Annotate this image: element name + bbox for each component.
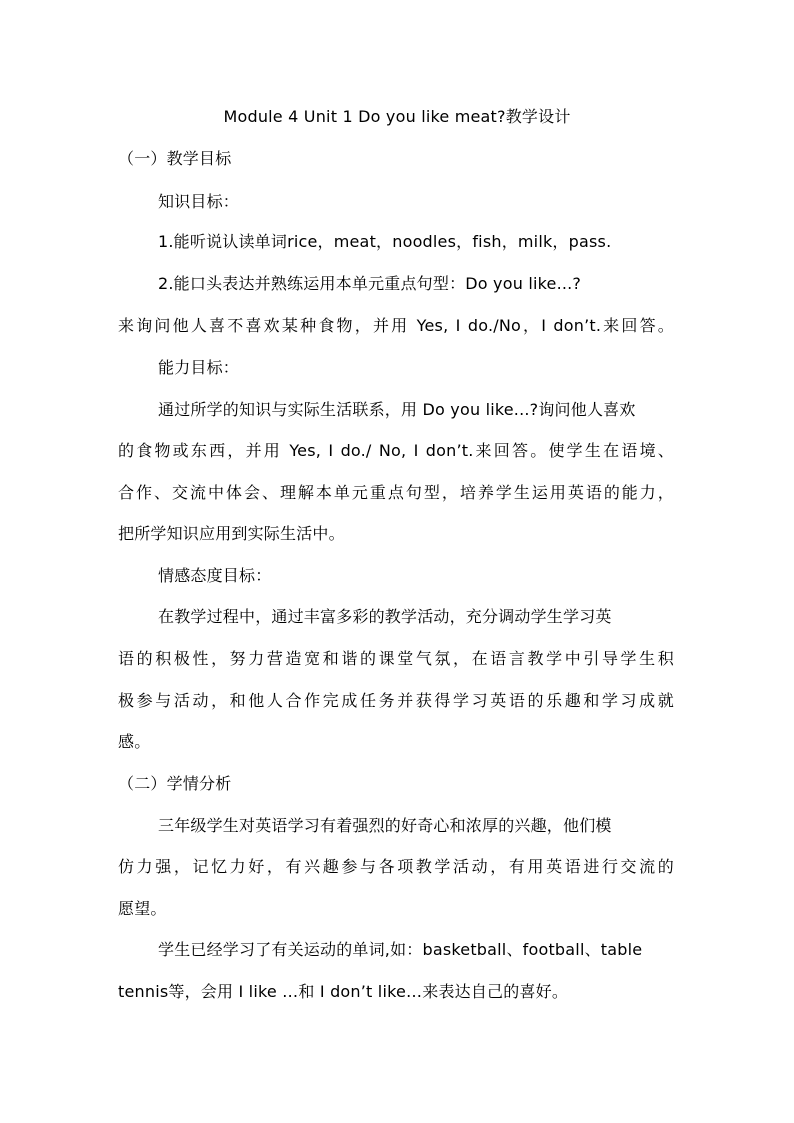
knowledge-goal-item-1: 1.能听说认读单词rice，meat，noodles，fish，milk，pass. [158,232,612,251]
analysis-paragraph-line: 学生已经学习了有关运动的单词,如：basketball、football、table [158,940,643,959]
document-title: Module 4 Unit 1 Do you like meat?教学设计 [223,107,571,126]
emotion-paragraph-line: 语的积极性，努力营造宽和谐的课堂气氛，在语言教学中引导学生积 [118,649,674,668]
analysis-paragraph-line: tennis等，会用 I like …和 I don’t like…来表达自己的喜好。 [118,982,569,1001]
ability-goal-label: 能力目标： [158,358,240,377]
emotion-goal-label: 情感态度目标： [158,566,272,585]
section-heading-teaching-goals: （一）教学目标 [118,149,232,168]
section-heading-student-analysis: （二）学情分析 [118,774,232,793]
knowledge-goal-item-2-continuation: 来询问他人喜不喜欢某种食物，并用 Yes, I do./No，I don’t.来回答。 [118,316,674,335]
emotion-paragraph-line: 极参与活动，和他人合作完成任务并获得学习英语的乐趣和学习成就 [118,691,674,710]
knowledge-goal-label: 知识目标： [158,192,240,211]
analysis-paragraph-line: 愿望。 [118,899,167,918]
knowledge-goal-item-2: 2.能口头表达并熟练运用本单元重点句型：Do you like...? [158,274,582,293]
ability-paragraph-line: 合作、交流中体会、理解本单元重点句型，培养学生运用英语的能力， [118,483,674,502]
ability-paragraph-line: 的食物或东西，并用 Yes, I do./ No, I don’t.来回答。使学生在语境、 [118,441,674,460]
ability-paragraph-line: 把所学知识应用到实际生活中。 [118,524,345,543]
ability-paragraph-line: 通过所学的知识与实际生活联系，用 Do you like...?询问他人喜欢 [158,400,636,419]
analysis-paragraph-line: 三年级学生对英语学习有着强烈的好奇心和浓厚的兴趣，他们模 [158,816,612,835]
emotion-paragraph-line: 在教学过程中，通过丰富多彩的教学活动，充分调动学生学习英 [158,607,612,626]
analysis-paragraph-line: 仿力强，记忆力好，有兴趣参与各项教学活动，有用英语进行交流的 [118,857,674,876]
emotion-paragraph-line: 感。 [118,732,151,751]
